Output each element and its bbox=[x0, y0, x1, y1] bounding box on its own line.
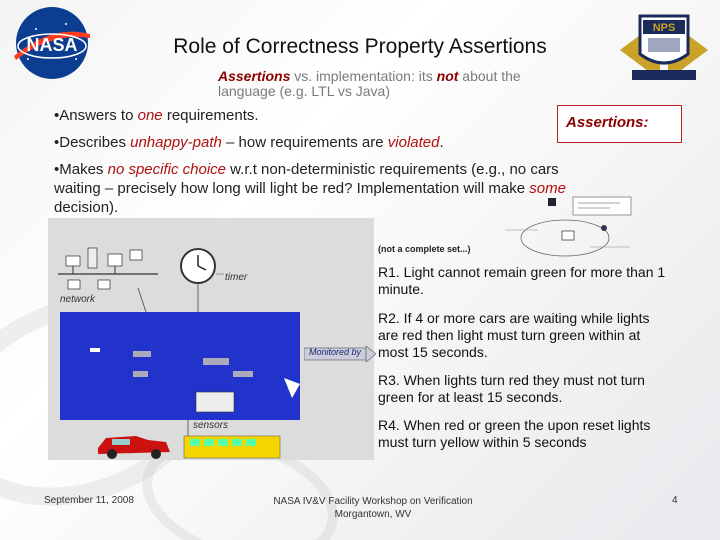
requirements-note: (not a complete set...) bbox=[378, 244, 471, 254]
bullet-text: •Answers to bbox=[54, 107, 138, 124]
network-icon bbox=[58, 248, 158, 289]
footer-event-line: NASA IV&V Facility Workshop on Verification bbox=[273, 496, 473, 507]
bullet-item bbox=[54, 133, 594, 152]
bullet-text: decision). bbox=[54, 199, 119, 216]
bullet-emphasis: violated bbox=[387, 134, 440, 151]
requirement-id: R2. bbox=[378, 310, 400, 326]
requirement-r1 bbox=[378, 264, 668, 298]
svg-text:NPS: NPS bbox=[652, 22, 676, 34]
bullet-text: requirements. bbox=[162, 107, 259, 124]
timer-label: timer bbox=[225, 272, 248, 283]
svg-text:NASA: NASA bbox=[26, 35, 78, 55]
state-node bbox=[601, 225, 607, 231]
road-marking bbox=[133, 371, 148, 377]
monitored-by-label: Monitored by bbox=[309, 347, 362, 357]
bullet-item bbox=[54, 106, 594, 125]
subtitle-keyword: not bbox=[436, 68, 459, 84]
state-node bbox=[548, 198, 556, 206]
clock-icon bbox=[181, 249, 215, 283]
footer-event-line: Morgantown, WV bbox=[334, 509, 412, 520]
bullet-text: . bbox=[439, 134, 444, 151]
slide-subtitle bbox=[218, 69, 548, 99]
network-label: network bbox=[60, 294, 96, 305]
requirement-r2 bbox=[378, 310, 668, 361]
traffic-system-graphic bbox=[48, 218, 374, 460]
requirement-r3 bbox=[378, 372, 668, 406]
road-marking bbox=[133, 351, 151, 357]
footer-date: September 11, 2008 bbox=[44, 495, 134, 506]
requirement-text: Light cannot remain green for more than 1 minute. bbox=[378, 264, 666, 297]
state-node bbox=[562, 231, 574, 240]
bullet-text: – how requirements are bbox=[221, 134, 388, 151]
subtitle-keyword: Assertions bbox=[218, 68, 291, 84]
bullet-emphasis: one bbox=[137, 107, 163, 124]
bullet-emphasis: some bbox=[529, 180, 566, 197]
state-note bbox=[573, 197, 631, 215]
subtitle-text: about the language (e.g. LTL vs Java) bbox=[218, 68, 521, 99]
requirement-text: When lights turn red they must not turn green for at least 15 seconds. bbox=[378, 372, 645, 405]
requirement-text: When red or green the upon reset lights must turn yellow within 5 seconds bbox=[378, 417, 651, 450]
assertions-callout-label: Assertions: bbox=[566, 114, 649, 131]
page-number: 4 bbox=[672, 495, 678, 506]
signal-light bbox=[90, 348, 100, 352]
road-marking bbox=[203, 358, 229, 365]
bullet-emphasis: no specific choice bbox=[107, 161, 227, 178]
car-icon bbox=[98, 436, 170, 459]
road-marking bbox=[233, 371, 253, 377]
bullet-text: w.r.t non-deterministic requirements (e.g., no cars waiting – precisely how long will light be red? Implementation will make bbox=[54, 161, 559, 197]
slide-title: Role of Correctness Property Assertions bbox=[173, 35, 547, 58]
footer-event bbox=[258, 495, 488, 521]
traffic-system-figure bbox=[48, 218, 374, 460]
bus-icon bbox=[184, 436, 280, 458]
subtitle-text: vs. implementation: its bbox=[290, 68, 437, 84]
controller-box bbox=[196, 392, 234, 412]
statechart-diagram bbox=[470, 192, 670, 262]
requirement-id: R1. bbox=[378, 264, 400, 280]
requirement-id: R4. bbox=[378, 417, 400, 433]
sensors-label: sensors bbox=[193, 420, 229, 431]
bullet-text: •Describes bbox=[54, 134, 131, 151]
requirement-text: If 4 or more cars are waiting while lights are red then light must turn green within at most 15 seconds. bbox=[378, 310, 650, 360]
requirement-id: R3. bbox=[378, 372, 400, 388]
requirement-r4 bbox=[378, 417, 668, 451]
intersection-map bbox=[60, 312, 300, 420]
bullet-text: •Makes bbox=[54, 161, 108, 178]
bullet-emphasis: unhappy-path bbox=[130, 134, 222, 151]
